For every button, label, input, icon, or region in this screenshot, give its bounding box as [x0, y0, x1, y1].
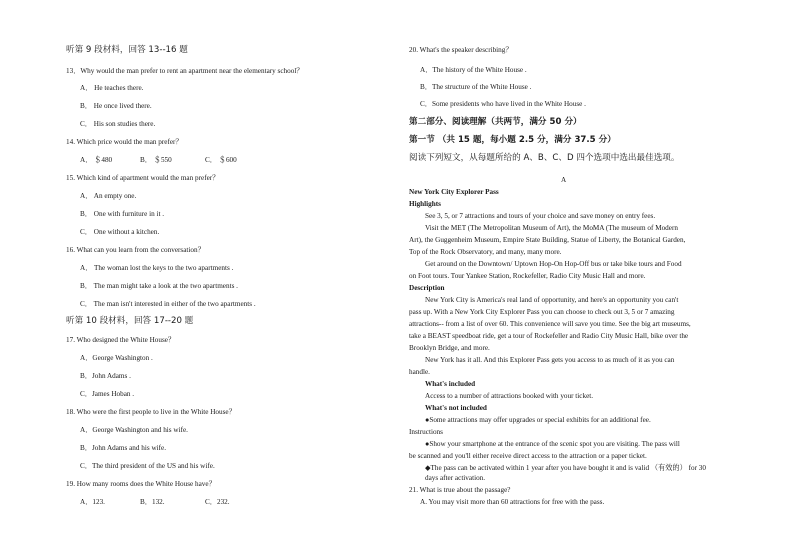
question-16-stem: 16. What can you learn from the conversation？: [66, 246, 205, 254]
question-19-stem: 19. How many rooms does the White House have？: [66, 480, 216, 488]
q20-option-c: C．Some presidents who have lived in the White House .: [420, 100, 586, 108]
question-21-stem: 21. What is true about the passage?: [409, 486, 511, 494]
q17-option-b: B．John Adams .: [80, 372, 131, 380]
reading-instruction: 阅读下列短文，从每题所给的 A、B、C、D 四个选项中选出最佳选项。: [409, 153, 680, 163]
question-17-stem: 17. Who designed the White House？: [66, 336, 176, 344]
q19-option-a: A．123.: [80, 498, 105, 506]
q15-option-b: B． One with furniture in it .: [80, 210, 165, 218]
passage-letter: A: [561, 176, 567, 184]
q18-option-b: B．John Adams and his wife.: [80, 444, 167, 452]
section-1-heading: 第一节 （共 15 题，每小题 2.5 分，满分 37.5 分）: [409, 135, 616, 145]
q17-option-c: C．James Hoban .: [80, 390, 135, 398]
q17-option-a: A．George Washington .: [80, 354, 153, 362]
question-13-stem: 13．Why would the man prefer to rent an apartment near the elementary school？: [66, 67, 304, 75]
instruction-1-line: ●Show your smartphone at the entrance of the scenic spot you are visiting. The pass will: [425, 440, 680, 448]
section-10-heading: 听第 10 段材料，回答 17--20 题: [66, 316, 194, 326]
q16-option-a: A． The woman lost the keys to the two apartments .: [80, 264, 234, 272]
description-line: New York City is America's real land of opportunity, and here's an opportunity you can't: [425, 296, 679, 304]
not-included-text: ●Some attractions may offer upgrades or special exhibits for an additional fee.: [425, 416, 651, 424]
q18-option-a: A．George Washington and his wife.: [80, 426, 188, 434]
q15-option-a: A． An empty one.: [80, 192, 137, 200]
question-18-stem: 18. Who were the first people to live in the White House？: [66, 408, 236, 416]
question-20-stem: 20. What's the speaker describing？: [409, 46, 513, 54]
highlights-heading: Highlights: [409, 200, 441, 208]
description-line: handle.: [409, 368, 430, 376]
description-line: New York has it all. And this Explorer Pass gets you access to as much of it as you can: [425, 356, 675, 364]
highlights-line: Get around on the Downtown/ Uptown Hop-On Hop-Off bus or take bike tours and Food: [425, 260, 682, 268]
included-text: Access to a number of attractions booked with your ticket.: [425, 392, 594, 400]
q21-option-a: A. You may visit more than 60 attractions for free with the pass.: [420, 498, 605, 506]
q19-option-b: B．132.: [140, 498, 165, 506]
instruction-2-line: ◆The pass can be activated within 1 year after you have bought it and is valid （有效的） for 30: [425, 464, 706, 472]
q13-option-b: B． He once lived there.: [80, 102, 152, 110]
part-2-heading: 第二部分、阅读理解（共两节，满分 50 分）: [409, 117, 582, 127]
description-line: Brooklyn Bridge, and more.: [409, 344, 490, 352]
question-14-stem: 14. Which price would the man prefer？: [66, 138, 183, 146]
instructions-heading: Instructions: [409, 428, 443, 436]
q20-option-b: B．The structure of the White House .: [420, 83, 532, 91]
highlights-line: Top of the Rock Observatory, and many, many more.: [409, 248, 562, 256]
highlights-line: on Foot tours. Tour Yankee Station, Rockefeller, Radio City Music Hall and more.: [409, 272, 646, 280]
highlights-line: Art), the Guggenheim Museum, Empire State Building, Statue of Liberty, the Botanical Garden,: [409, 236, 686, 244]
q14-options: [80, 156, 237, 165]
q19-option-c: C．232.: [205, 498, 230, 506]
description-line: take a BEAST speedboat ride, get a tour of Rockefeller and Radio City Music Hall, bike over the: [409, 332, 689, 340]
description-line: attractions-- from a list of over 60. This convenience will save you time. See the big art museums,: [409, 320, 691, 328]
q14-option-a: A． ＄480: [80, 156, 113, 164]
q18-option-c: C．The third president of the US and his wife.: [80, 462, 215, 470]
highlights-line: Visit the MET (The Metropolitan Museum of Art), the MoMA (The museum of Modern: [425, 224, 678, 232]
not-included-heading: What's not included: [425, 404, 487, 412]
q19-options: [80, 498, 230, 507]
instruction-2-line: days after activation.: [425, 474, 486, 482]
highlights-line: See 3, 5, or 7 attractions and tours of your choice and save money on entry fees.: [425, 212, 656, 220]
q14-option-c: C． ＄600: [205, 156, 237, 164]
q13-option-c: C． His son studies there.: [80, 120, 156, 128]
q16-option-b: B． The man might take a look at the two apartments .: [80, 282, 238, 290]
q15-option-c: C． One without a kitchen.: [80, 228, 160, 236]
q16-option-c: C． The man isn't interested in either of the two apartments .: [80, 300, 256, 308]
section-9-heading: 听第 9 段材料，回答 13--16 题: [66, 45, 188, 55]
passage-title: New York City Explorer Pass: [409, 188, 499, 196]
instruction-1-line: be scanned and you'll either receive direct access to the attraction or a paper ticket.: [409, 452, 647, 460]
q20-option-a: A．The history of the White House .: [420, 66, 527, 74]
question-15-stem: 15. Which kind of apartment would the man prefer？: [66, 174, 220, 182]
q14-option-b: B． ＄550: [140, 156, 172, 164]
included-heading: What's included: [425, 380, 476, 388]
description-heading: Description: [409, 284, 445, 292]
description-line: pass up. With a New York City Explorer Pass you can choose to check out 3, 5 or 7 amazing: [409, 308, 675, 316]
q13-option-a: A． He teaches there.: [80, 84, 144, 92]
